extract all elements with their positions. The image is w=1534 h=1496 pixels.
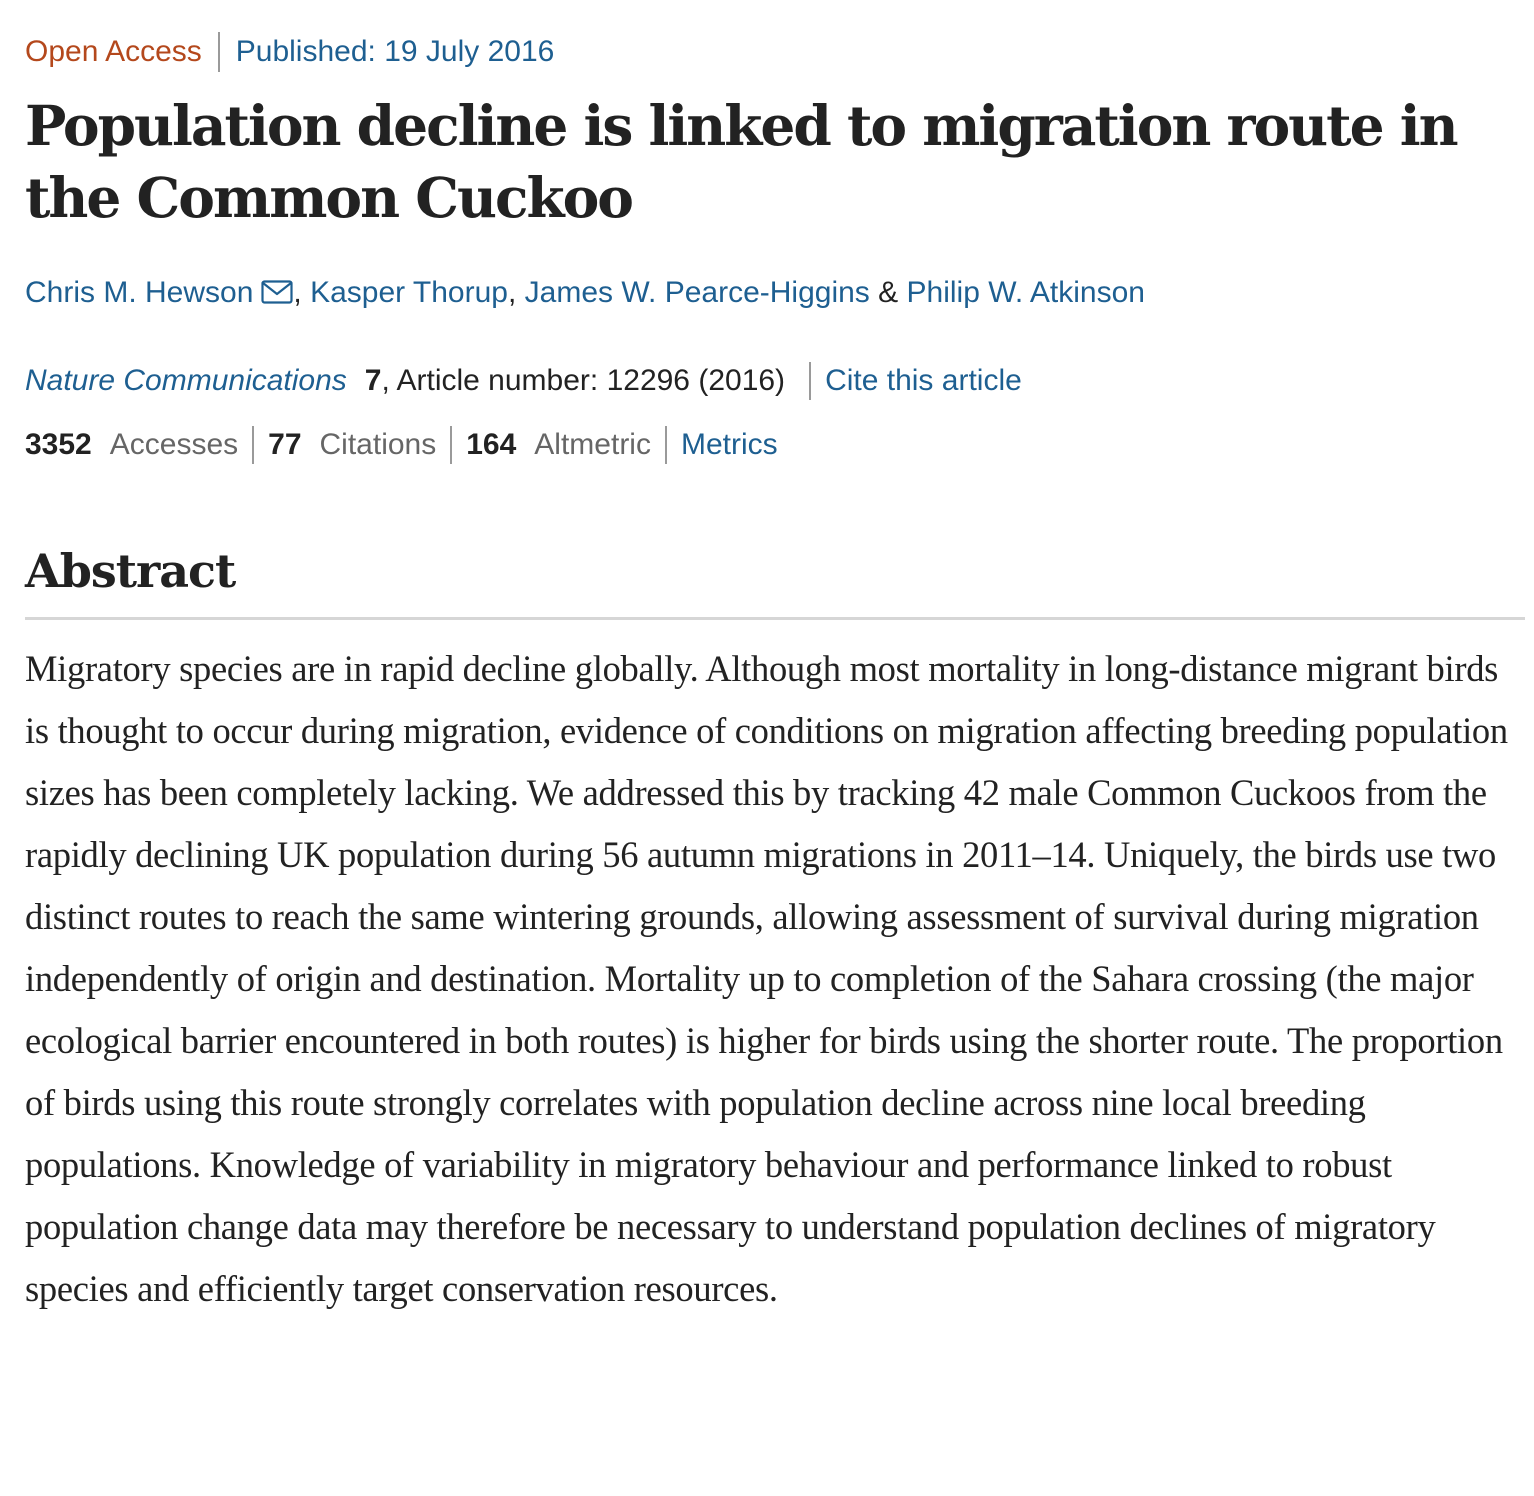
author-link-atkinson[interactable]: Philip W. Atkinson bbox=[906, 276, 1145, 309]
author-link-hewson[interactable]: Chris M. Hewson bbox=[25, 276, 254, 309]
journal-link[interactable]: Nature Communications bbox=[25, 364, 347, 397]
cite-this-article-link[interactable]: Cite this article bbox=[825, 364, 1022, 397]
author-separator: , bbox=[293, 276, 302, 309]
metrics-link[interactable]: Metrics bbox=[680, 428, 778, 461]
author-ampersand: & bbox=[878, 276, 899, 309]
altmetric-label: Altmetric bbox=[534, 428, 651, 461]
article-title: Population decline is linked to migration route in the Common Cuckoo bbox=[25, 93, 1457, 230]
metrics-divider bbox=[665, 426, 667, 464]
open-access-badge: Open Access bbox=[25, 35, 202, 68]
article-meta bbox=[25, 32, 554, 72]
accesses-label: Accesses bbox=[109, 428, 239, 461]
author-list bbox=[25, 272, 1145, 316]
abstract-text: Migratory species are in rapid decline globally. Although most mortality in long-distance migrant birds is thought to occur during migration, evidence of conditions on migration affecting breeding population sizes has been completely lacking. We addressed this by tracking 42 male Common Cuckoos from the rapidly declining UK population during 56 autumn migrations in 2011–14. Uniquely, the birds use two distinct routes to reach the same wintering grounds, allowing assessment of survival during migration independently of origin and destination. Mortality up to completion of the Sahara crossing (the major ecological barrier encountered in both routes) is higher for birds using the shorter route. The proportion of birds using this route strongly correlates with population decline across nine local breeding populations. Knowledge of variability in migratory behaviour and performance linked to robust population change data may therefore be necessary to understand population declines of migratory species and efficiently target conservation resources. bbox=[25, 648, 1508, 1309]
section-divider bbox=[25, 617, 1525, 620]
abstract-heading: Abstract bbox=[25, 544, 236, 598]
altmetric-count: 164 bbox=[466, 428, 517, 461]
article-number: , Article number: 12296 (2016) bbox=[381, 364, 786, 397]
envelope-icon[interactable] bbox=[261, 274, 293, 316]
author-link-thorup[interactable]: Kasper Thorup bbox=[310, 276, 508, 309]
metrics-divider bbox=[252, 426, 254, 464]
meta-divider bbox=[218, 32, 220, 72]
author-link-pearce-higgins[interactable]: James W. Pearce-Higgins bbox=[524, 276, 870, 309]
citation-line bbox=[25, 360, 1022, 402]
citation-divider bbox=[809, 362, 811, 400]
journal-volume: 7 bbox=[364, 364, 382, 397]
citations-count: 77 bbox=[268, 428, 302, 461]
metrics-divider bbox=[450, 426, 452, 464]
citations-label: Citations bbox=[319, 428, 437, 461]
published-date: Published: 19 July 2016 bbox=[235, 35, 555, 68]
accesses-count: 3352 bbox=[25, 428, 92, 461]
author-separator: , bbox=[507, 276, 517, 309]
metrics-bar bbox=[25, 424, 778, 466]
